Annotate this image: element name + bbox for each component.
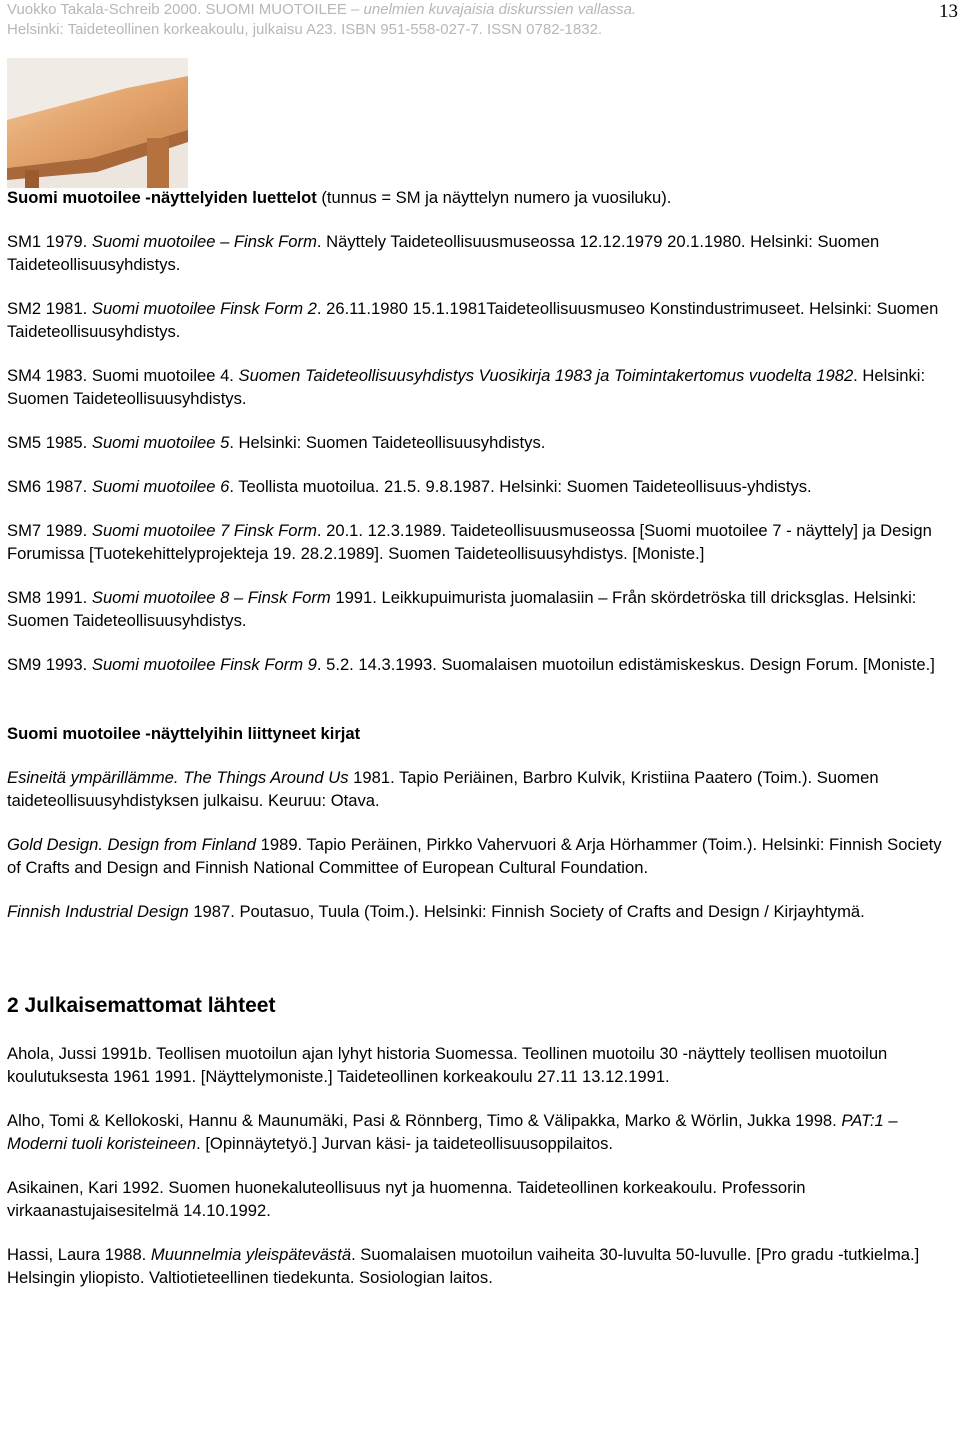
entry-text: . Näyttely Taideteollisuusmuseossa 12.12.1979 20.1.1980. Helsinki: Suomen Taideteollisuusyhdistys. bbox=[7, 232, 880, 274]
book-list bbox=[7, 766, 957, 923]
exhibitions-heading bbox=[7, 186, 957, 209]
exhibition-entry bbox=[7, 431, 957, 454]
entry-text: 1991. Leikkupuimurista juomalasiin – Från skördetröska till dricksglas. Helsinki: Suomen Taideteollisuusyhdistys. bbox=[7, 588, 917, 630]
chair-photo bbox=[7, 58, 188, 188]
entry-text: . 20.1. 12.3.1989. Taideteollisuusmuseossa [Suomi muotoilee 7 - näyttely] ja Design Forumissa [Tuotekehittelyprojekteja 19. 28.2.1989]. Suomen Taideteollisuusyhdistys. [Moniste.] bbox=[7, 521, 932, 563]
entry-title: Suomi muotoilee – Finsk Form bbox=[91, 232, 317, 251]
entry-text: 1989. Tapio Peräinen, Pirkko Vahervuori & Arja Hörhammer (Toim.). Helsinki: Finnish Society of Crafts and Design and Finnish National Committee of European Cultural Foundation. bbox=[7, 835, 942, 877]
unpublished-entry bbox=[7, 1176, 957, 1222]
entry-text: . 26.11.1980 15.1.1981Taideteollisuusmuseo Konstindustrimuseet. Helsinki: Suomen Taideteollisuusyhdistys. bbox=[7, 299, 939, 341]
books-heading: Suomi muotoilee -näyttelyihin liittyneet kirjat bbox=[7, 724, 361, 743]
entry-text: Hassi, Laura 1988. bbox=[7, 1245, 151, 1264]
book-entry bbox=[7, 900, 957, 923]
exhibition-entry bbox=[7, 653, 957, 676]
chair-photo-icon bbox=[7, 58, 188, 188]
exhibitions-heading-note: (tunnus = SM ja näyttelyn numero ja vuosiluku). bbox=[316, 188, 672, 207]
entry-text: Ahola, Jussi 1991b. Teollisen muotoilun ajan lyhyt historia Suomessa. Teollinen muotoilu 30 -näyttely teollisen muotoilun koulutuksesta 1961 1991. [Näyttelymoniste.] Taideteollinen korkeakoulu 27.11 13.12.1991. bbox=[7, 1044, 888, 1086]
book-entry bbox=[7, 833, 957, 879]
entry-text: SM6 1987. bbox=[7, 477, 92, 496]
entry-text: Asikainen, Kari 1992. Suomen huonekaluteollisuus nyt ja huomenna. Taideteollinen korkeakoulu. Professorin virkaanastujaisesitelmä 14.10.1992. bbox=[7, 1178, 806, 1220]
entry-text: . 5.2. 14.3.1993. Suomalaisen muotoilun edistämiskeskus. Design Forum. [Moniste.] bbox=[316, 655, 935, 674]
header-title: unelmien kuvajaisia diskurssien vallassa. bbox=[363, 1, 637, 18]
entry-title: Suomi muotoilee 7 Finsk Form bbox=[91, 521, 317, 540]
unpublished-list bbox=[7, 1042, 957, 1289]
entry-text: SM8 1991. bbox=[7, 588, 92, 607]
exhibitions-heading-text: Suomi muotoilee -näyttelyiden luettelot bbox=[7, 188, 317, 207]
entry-title: Finnish Industrial Design bbox=[7, 902, 189, 921]
entry-title: Suomi muotoilee 6 bbox=[91, 477, 230, 496]
unpublished-entry bbox=[7, 1109, 957, 1155]
header-citation-line1 bbox=[7, 0, 953, 20]
unpublished-entry bbox=[7, 1243, 957, 1289]
entry-text: 1981. Tapio Periäinen, Barbro Kulvik, Kristiina Paatero (Toim.). Suomen taideteollisuusyhdistyksen julkaisu. Keuruu: Otava. bbox=[7, 768, 879, 810]
entry-title: Gold Design. Design from Finland bbox=[7, 835, 257, 854]
entry-text: Alho, Tomi & Kellokoski, Hannu & Maunumäki, Pasi & Rönnberg, Timo & Välipakka, Marko & Wörlin, Jukka 1998. bbox=[7, 1111, 842, 1130]
entry-title: Suomi muotoilee Finsk Form 2 bbox=[91, 299, 317, 318]
exhibition-entry bbox=[7, 519, 957, 565]
page-header bbox=[7, 0, 953, 40]
entry-title: Muunnelmia yleispätevästä bbox=[150, 1245, 352, 1264]
entry-text: SM4 1983. Suomi muotoilee 4. bbox=[7, 366, 239, 385]
unpublished-entry bbox=[7, 1042, 957, 1088]
entry-text: SM5 1985. bbox=[7, 433, 92, 452]
exhibition-entry bbox=[7, 586, 957, 632]
page-content bbox=[7, 186, 957, 1310]
entry-text: . Suomalaisen muotoilun vaiheita 30-luvulta 50-luvulle. [Pro gradu -tutkielma.] Helsingin yliopisto. Valtiotieteellinen tiedekunta. Sosiologian laitos. bbox=[7, 1245, 920, 1287]
exhibition-entry bbox=[7, 297, 957, 343]
entry-text: 1987. Poutasuo, Tuula (Toim.). Helsinki: Finnish Society of Crafts and Design / Kirjayhtymä. bbox=[188, 902, 865, 921]
exhibition-entry bbox=[7, 475, 957, 498]
header-author: Vuokko Takala-Schreib 2000. SUOMI MUOTOILEE – bbox=[7, 1, 364, 18]
exhibition-entry bbox=[7, 364, 957, 410]
page-number: 13 bbox=[939, 1, 958, 22]
book-entry bbox=[7, 766, 957, 812]
unpublished-heading: 2 Julkaisemattomat lähteet bbox=[7, 994, 276, 1017]
entry-text: SM1 1979. bbox=[7, 232, 92, 251]
entry-text: . Helsinki: Suomen Taideteollisuusyhdistys. bbox=[7, 366, 926, 408]
exhibition-entry bbox=[7, 230, 957, 276]
entry-title: Suomi muotoilee 5 bbox=[91, 433, 230, 452]
exhibition-list bbox=[7, 230, 957, 676]
entry-title: Suomi muotoilee 8 – Finsk Form bbox=[91, 588, 331, 607]
entry-text: . Teollista muotoilua. 21.5. 9.8.1987. Helsinki: Suomen Taideteollisuus-yhdistys. bbox=[229, 477, 812, 496]
entry-text: SM7 1989. bbox=[7, 521, 92, 540]
entry-text: . [Opinnäytetyö.] Jurvan käsi- ja taideteollisuusoppilaitos. bbox=[196, 1134, 614, 1153]
entry-title: Suomen Taideteollisuusyhdistys Vuosikirja 1983 ja Toimintakertomus vuodelta 1982 bbox=[238, 366, 854, 385]
entry-title: Esineitä ympärillämme. The Things Around Us bbox=[7, 768, 349, 787]
header-citation-line2: Helsinki: Taideteollinen korkeakoulu, julkaisu A23. ISBN 951-558-027-7. ISSN 0782-1832. bbox=[7, 21, 603, 38]
entry-title: PAT:1 – Moderni tuoli koristeineen bbox=[7, 1111, 898, 1153]
entry-text: . Helsinki: Suomen Taideteollisuusyhdistys. bbox=[229, 433, 546, 452]
entry-text: SM9 1993. bbox=[7, 655, 92, 674]
entry-title: Suomi muotoilee Finsk Form 9 bbox=[91, 655, 317, 674]
entry-text: SM2 1981. bbox=[7, 299, 92, 318]
